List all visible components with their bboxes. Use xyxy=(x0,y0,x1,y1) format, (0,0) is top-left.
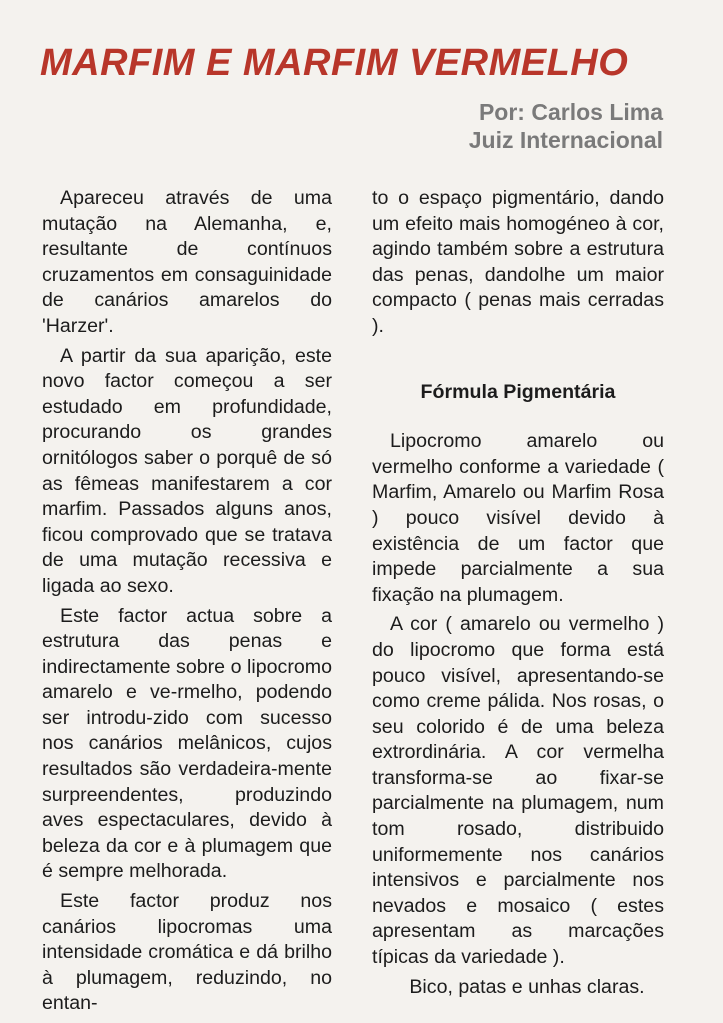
paragraph: A partir da sua aparição, este novo factor começou a ser estudado em profundidade, procurando os grandes ornitólogos saber o porquê de só as fêmeas manifestarem a cor marfim. Passados alguns anos, ficou comprovado que se tratava de uma mutação recessiva e ligada ao sexo. xyxy=(42,344,332,597)
paragraph: Lipocromo amarelo ou vermelho conforme a variedade ( Marfim, Amarelo ou Marfim Rosa ) pouco visível devido à existência de um factor que impede parcialmente a sua fixação na plumagem. xyxy=(372,430,664,606)
paragraph-continuation: to o espaço pigmentário, dando um efeito mais homogéneo à cor, agindo também sobre a estrutura das penas, dandolhe um maior compacto ( penas mais cerradas ). xyxy=(372,187,664,337)
right-column xyxy=(372,186,664,1004)
left-column xyxy=(42,186,332,1021)
paragraph: Este factor produz nos canários lipocromas uma intensidade cromática e dá brilho à plumagem, reduzindo, no entan- xyxy=(42,890,332,1015)
byline xyxy=(469,98,663,154)
closing-line: Bico, patas e unhas claras. xyxy=(409,975,645,998)
article-title: MARFIM E MARFIM VERMELHO xyxy=(40,42,629,84)
byline-author: Por: Carlos Lima xyxy=(478,99,663,125)
section-subheading: Fórmula Pigmentária xyxy=(420,380,616,403)
paragraph: Este factor actua sobre a estrutura das penas e indirectamente sobre o lipocromo amarelo e ve-rmelho, podendo ser introdu-zido com sucesso nos canários melânicos, cujos resultados são verdadeira-mente surpreendentes, produzindo aves espectaculares, devido à beleza da cor e à plumagem que é sempre melhorada. xyxy=(42,604,332,883)
byline-role: Juiz Internacional xyxy=(468,127,663,153)
paragraph: Apareceu através de uma mutação na Alemanha, e, resultante de contínuos cruzamentos em consaguinidade de canários amarelos do 'Harzer'. xyxy=(42,187,332,337)
paragraph: A cor ( amarelo ou vermelho ) do lipocromo que forma está pouco visível, apresentando-se como creme pálida. Nos rosas, o seu colorido é de uma beleza extrordinária. A cor vermelha transforma-se ao fixar-se parcialmente na plumagem, num tom rosado, distribuido uniformemente nos canários intensivos e parcialmente nos nevados e mosaico ( estes apresentam as marcações típicas da variedade ). xyxy=(372,613,664,969)
